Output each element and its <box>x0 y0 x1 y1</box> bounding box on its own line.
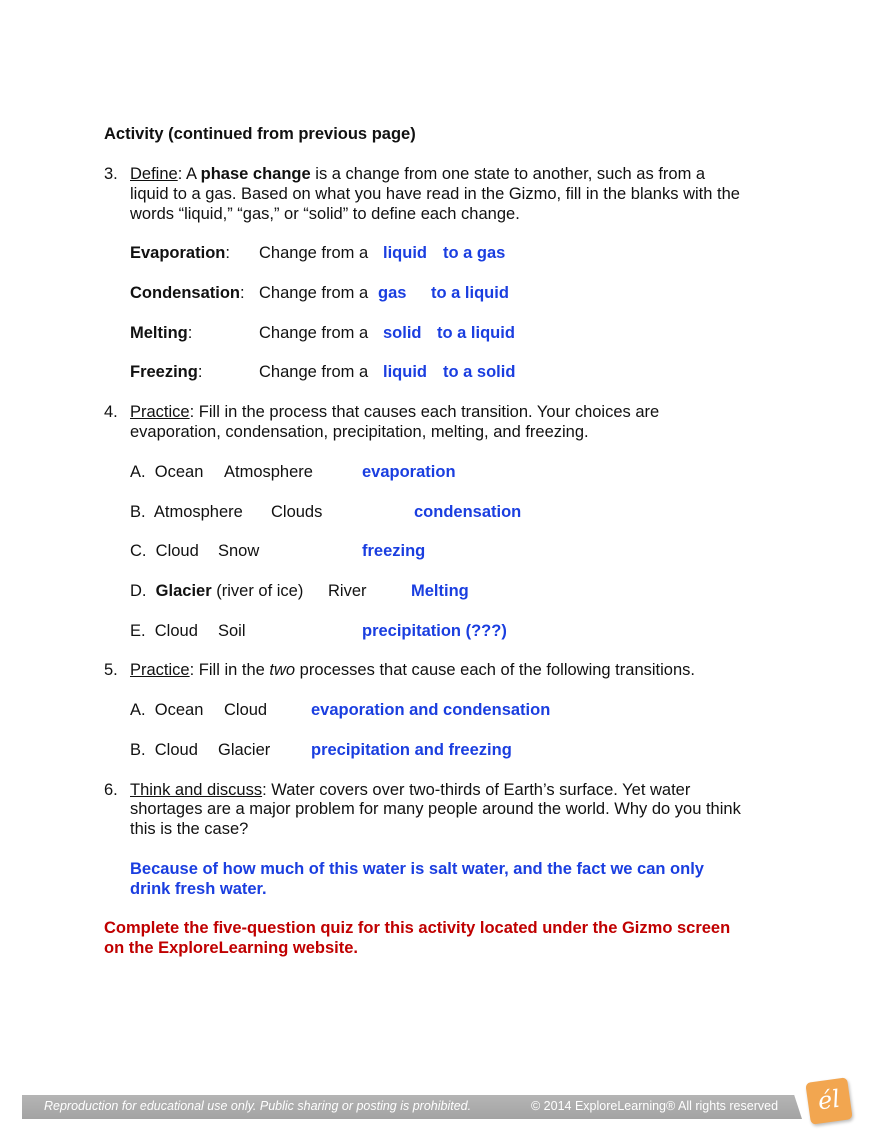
text: is a change from one state to another, such as from a <box>310 165 706 183</box>
q3-line2: liquid to a gas. Based on what you have read in the Gizmo, fill in the blanks with the <box>130 185 740 203</box>
term-phase-change: phase change <box>200 165 311 183</box>
q4-item-c <box>130 541 199 561</box>
to: Cloud <box>224 701 268 719</box>
text: : Fill in the process that causes each transition. Your choices are <box>189 403 660 421</box>
answer-4c: freezing <box>362 542 426 560</box>
q4-item-a <box>130 462 203 482</box>
answer-6-line1: Because of how much of this water is salt water, and the fact we can only <box>130 860 704 878</box>
prefix: Change from a <box>259 284 369 302</box>
quiz-note-line2: on the ExploreLearning website. <box>104 939 358 957</box>
q4-number: 4. <box>104 403 118 421</box>
q6-line3: this is the case? <box>130 820 249 838</box>
term-condensation: Condensation: <box>130 284 245 302</box>
q6-line1 <box>130 780 690 800</box>
to: Glacier <box>218 741 271 759</box>
text: : A <box>177 165 201 183</box>
text: : Water covers over two-thirds of Earth’s surface. Yet water <box>262 781 691 799</box>
answer-5b: precipitation and freezing <box>311 741 512 759</box>
answer-melting-to: to a liquid <box>437 324 515 342</box>
text: : Fill in the <box>189 661 270 679</box>
answer-4e: precipitation (???) <box>362 622 507 640</box>
q3-label: Define <box>130 165 178 183</box>
text: processes that cause each of the following transitions. <box>295 661 695 679</box>
answer-evaporation-to: to a gas <box>443 244 506 262</box>
q5-line1 <box>130 660 695 680</box>
q5-item-b <box>130 740 198 760</box>
q4-item-b <box>130 502 243 522</box>
prefix: Change from a <box>259 363 369 381</box>
q3-line1 <box>130 164 705 184</box>
from: Glacier <box>155 582 212 600</box>
prefix: Change from a <box>259 244 369 262</box>
footer-copyright: © 2014 ExploreLearning® All rights reserved <box>531 1099 779 1113</box>
explorelearning-logo: él <box>805 1077 852 1124</box>
answer-condensation-from: gas <box>378 284 407 302</box>
from: Ocean <box>154 463 204 481</box>
emphasis: two <box>269 661 296 679</box>
answer-6-line2: drink fresh water. <box>130 880 267 898</box>
answer-4a: evaporation <box>362 463 456 481</box>
to: Atmosphere <box>224 463 313 481</box>
q4-line1 <box>130 402 659 422</box>
letter: B. <box>130 503 146 521</box>
q6-label: Think and discuss <box>130 781 263 799</box>
to: Soil <box>218 622 246 640</box>
text: Melting <box>130 324 188 342</box>
q4-label: Practice <box>130 403 190 421</box>
letter: A. <box>130 463 146 481</box>
note: (river of ice) <box>216 582 304 600</box>
to: River <box>328 582 367 600</box>
answer-condensation-to: to a liquid <box>431 284 509 302</box>
letter: C. <box>130 542 147 560</box>
text: Freezing <box>130 363 198 381</box>
answer-freezing-to: to a solid <box>443 363 516 381</box>
from: Cloud <box>154 622 198 640</box>
q6-number: 6. <box>104 781 118 799</box>
q5-label: Practice <box>130 661 190 679</box>
from: Ocean <box>154 701 204 719</box>
answer-5a: evaporation and condensation <box>311 701 551 719</box>
answer-4b: condensation <box>414 503 522 521</box>
footer-disclaimer: Reproduction for educational use only. Public sharing or posting is prohibited. <box>44 1099 472 1113</box>
answer-evaporation-from: liquid <box>383 244 427 262</box>
q5-number: 5. <box>104 661 118 679</box>
text: Evaporation <box>130 244 226 262</box>
answer-freezing-from: liquid <box>383 363 427 381</box>
from: Cloud <box>154 741 198 759</box>
quiz-note-line1: Complete the five-question quiz for this activity located under the Gizmo screen <box>104 919 731 937</box>
activity-heading: Activity (continued from previous page) <box>104 125 416 143</box>
from: Cloud <box>155 542 199 560</box>
letter: B. <box>130 741 146 759</box>
term-freezing: Freezing: <box>130 363 203 381</box>
to: Snow <box>218 542 260 560</box>
letter: D. <box>130 582 147 600</box>
from: Atmosphere <box>153 503 243 521</box>
q4-line2: evaporation, condensation, precipitation, melting, and freezing. <box>130 423 589 441</box>
letter: A. <box>130 701 146 719</box>
prefix: Change from a <box>259 324 369 342</box>
q3-line3: words “liquid,” “gas,” or “solid” to define each change. <box>130 205 520 223</box>
q5-item-a <box>130 700 203 720</box>
q4-item-d <box>130 581 303 601</box>
to: Clouds <box>271 503 323 521</box>
q3-number: 3. <box>104 165 118 183</box>
q4-item-e <box>130 621 198 641</box>
answer-melting-from: solid <box>383 324 422 342</box>
answer-4d: Melting <box>411 582 469 600</box>
term-melting: Melting: <box>130 324 193 342</box>
letter: E. <box>130 622 146 640</box>
q6-line2: shortages are a major problem for many people around the world. Why do you think <box>130 800 741 818</box>
term-evaporation: Evaporation: <box>130 244 230 262</box>
text: Condensation <box>130 284 240 302</box>
